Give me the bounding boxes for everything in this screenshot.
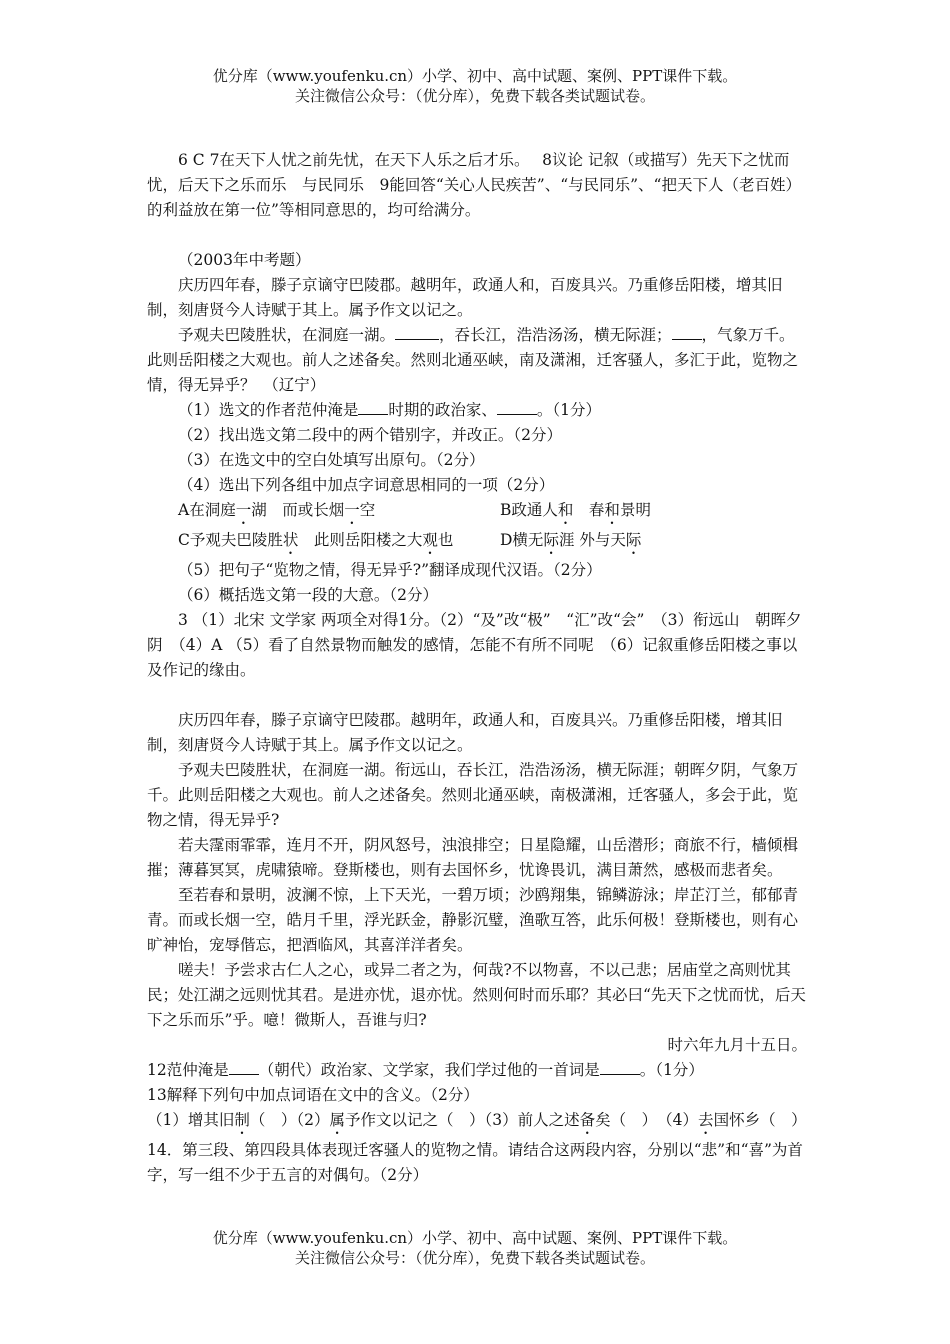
- option-b: B政通人和 春和景明: [500, 501, 651, 519]
- option-c: C予观夫巴陵胜状 此则岳阳楼之大观也: [178, 531, 454, 549]
- header-line-2: 关注微信公众号：（优分库），免费下载各类试题试卷。: [294, 87, 655, 105]
- option-d: D横无际涯 外与天际: [500, 531, 642, 549]
- footer-line-1: 优分库（www.youfenku.cn）小学、初中、高中试题、案例、PPT课件下载。: [212, 1229, 738, 1247]
- fill-blank: [600, 1058, 640, 1075]
- header-line-1: 优分库（www.youfenku.cn）小学、初中、高中试题、案例、PPT课件下载。: [212, 67, 738, 85]
- question-14: 14．第三段、第四段具体表现迁客骚人的览物之情。请结合这两段内容，分别以“悲”和“喜”为首字，写一组不少于五言的对偶句。（2分）: [147, 1141, 803, 1184]
- option-a: A在洞庭一湖 而或长烟一空: [178, 501, 376, 519]
- options-row-ab: [147, 498, 807, 528]
- section-answer: 3 （1）北宋 文学家 两项全对得1分。（2）“及”改“极” “汇”改“会” （3）衔远山 朝晖夕阴 （4）A （5）看了自然景物而触发的感情，怎能不有所不同呢 （6）记叙重修岳阳楼之事以及作记的缘由。: [147, 611, 802, 679]
- fulltext-paragraph-3: 若夫霪雨霏霏，连月不开，阴风怒号，浊浪排空；日星隐耀，山岳潜形；商旅不行，樯倾楫摧；薄暮冥冥，虎啸猿啼。登斯楼也，则有去国怀乡，忧谗畏讥，满目萧然，感极而悲者矣。: [147, 836, 799, 879]
- document-body: [147, 148, 807, 1188]
- fill-blank: [672, 323, 702, 340]
- page-header: [0, 66, 950, 106]
- question-5: （5）把句子“览物之情，得无异乎?”翻译成现代汉语。（2分）: [178, 561, 602, 579]
- question-2: （2）找出选文第二段中的两个错别字，并改正。（2分）: [178, 426, 562, 444]
- question-3: （3）在选文中的空白处填写出原句。（2分）: [178, 451, 485, 469]
- question-12: 12范仲淹是 （朝代）政治家、文学家，我们学过他的一首词是 。（1分）: [147, 1058, 807, 1083]
- question-4: （4）选出下列各组中加点字词意思相同的一项（2分）: [178, 476, 555, 494]
- page-footer: [0, 1228, 950, 1268]
- fulltext-date: 时六年九月十五日。: [667, 1036, 807, 1054]
- section-label: （2003年中考题）: [178, 251, 311, 269]
- fulltext-paragraph-2: 予观夫巴陵胜状，在洞庭一湖。衔远山，吞长江，浩浩汤汤，横无际涯；朝晖夕阴，气象万千。此则岳阳楼之大观也。前人之述备矣。然则北通巫峡，南极潇湘，迁客骚人，多会于此，览物之情，得无异乎?: [147, 761, 799, 829]
- options-row-cd: [147, 528, 807, 558]
- fulltext-paragraph-4: 至若春和景明，波澜不惊，上下天光，一碧万顷；沙鸥翔集，锦鳞游泳；岸芷汀兰，郁郁青青。而或长烟一空，皓月千里，浮光跃金，静影沉璧，渔歌互答，此乐何极！登斯楼也，则有心旷神怡，宠辱偕忘，把酒临风，其喜洋洋者矣。: [147, 886, 799, 954]
- question-6: （6）概括选文第一段的大意。（2分）: [178, 586, 438, 604]
- excerpt-paragraph-2: 予观夫巴陵胜状，在洞庭一湖。 ，吞长江，浩浩汤汤，横无际涯； ，气象万千。此则岳阳楼之大观也。前人之述备矣。然则北通巫峡，南及潇湘，迁客骚人，多汇于此，览物之情，得无异乎？ （辽宁）: [147, 323, 807, 398]
- excerpt-paragraph-1: 庆历四年春，滕子京谪守巴陵郡。越明年，政通人和，百废具兴。乃重修岳阳楼，增其旧制，刻唐贤今人诗赋于其上。属予作文以记之。: [147, 276, 783, 319]
- fill-blank: [497, 398, 537, 415]
- fulltext-paragraph-1: 庆历四年春，滕子京谪守巴陵郡。越明年，政通人和，百废具兴。乃重修岳阳楼，增其旧制，刻唐贤今人诗赋于其上。属予作文以记之。: [147, 711, 783, 754]
- footer-line-2: 关注微信公众号：（优分库），免费下载各类试题试卷。: [294, 1249, 655, 1267]
- fill-blank: [395, 323, 439, 340]
- question-13: 13解释下列句中加点词语在文中的含义。（2分）: [147, 1086, 479, 1104]
- fill-blank: [358, 398, 388, 415]
- previous-answers: 6 C 7在天下人忧之前先忧，在天下人乐之后才乐。 8议论 记叙（或描写）先天下之忧而忧，后天下之乐而乐 与民同乐 9能回答“关心人民疾苦”、“与民同乐”、“把天下人（老百姓）的利益放在第一位”等相同意思的，均可给满分。: [147, 151, 801, 219]
- question-1: （1）选文的作者范仲淹是 时期的政治家、 。（1分）: [147, 398, 807, 423]
- question-13-items: （1）增其旧制（ ）（2）属予作文以记之（ ）（3）前人之述备矣（ ） （4）去国怀乡（ ）: [147, 1111, 807, 1129]
- fulltext-paragraph-5: 嗟夫！予尝求古仁人之心，或异二者之为，何哉?不以物喜，不以己悲；居庙堂之高则忧其民；处江湖之远则忧其君。是进亦忧，退亦忧。然则何时而乐耶？其必曰“先天下之忧而忧，后天下之乐而乐”乎。噫！微斯人，吾谁与归?: [147, 961, 806, 1029]
- fill-blank: [229, 1058, 259, 1075]
